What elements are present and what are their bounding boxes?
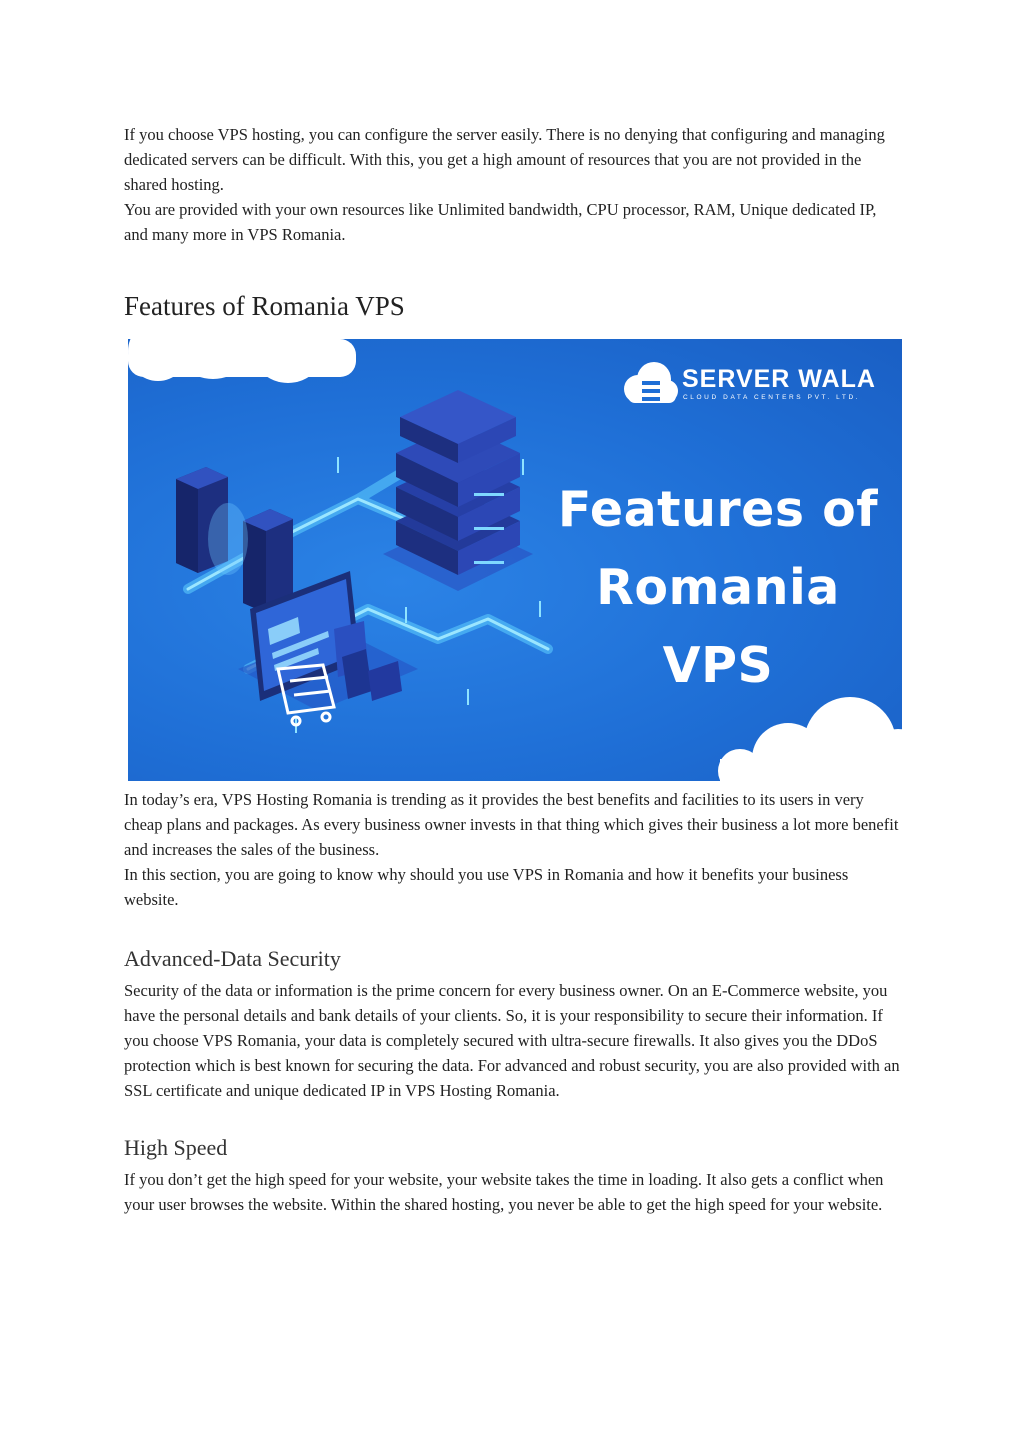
banner-title-line-1: Features of	[557, 481, 879, 538]
section-title-security: Advanced-Data Security	[124, 946, 341, 971]
server-stack-icon	[383, 390, 533, 591]
features-banner-image	[128, 339, 902, 781]
banner-title-line-2: Romania	[596, 559, 840, 616]
document-content	[124, 122, 904, 1217]
section-intro-paragraph-2: In this section, you are going to know why should you use VPS in Romania and how it benefits your business website.	[124, 865, 849, 909]
brand-name: SERVER WALA	[682, 365, 876, 393]
cloud-bottom-right-icon	[718, 697, 902, 781]
banner-title-line-3: VPS	[662, 637, 774, 694]
brand-tagline: CLOUD DATA CENTERS PVT. LTD.	[683, 394, 861, 401]
server-wala-logo	[620, 361, 876, 407]
cloud-top-left-icon	[128, 339, 356, 383]
section-title-speed: High Speed	[124, 1135, 228, 1160]
intro-paragraph-2: You are provided with your own resources like Unlimited bandwidth, CPU processor, RAM, Unique dedicated IP, and many more in VPS Romania.	[124, 200, 877, 244]
section-body-speed: If you don’t get the high speed for your website, your website takes the time in loading. It also gets a conflict when your user browses the website. Within the shared hosting, you never be able to get the high speed for your website.	[124, 1170, 884, 1214]
cloud-logo-icon	[620, 361, 680, 407]
page-heading: Features of Romania VPS	[124, 291, 405, 321]
section-body-security: Security of the data or information is the prime concern for every business owner. On an E-Commerce website, you have the personal details and bank details of your clients. So, it is your responsibility to secure their information. If you choose VPS Romania, your data is completely secured with ultra-secure firewalls. It also gives you the DDoS protection which is best known for securing the data. For advanced and robust security, you are also provided with an SSL certificate and unique dedicated IP in VPS Hosting Romania.	[124, 981, 900, 1100]
intro-paragraph-1: If you choose VPS hosting, you can configure the server easily. There is no denying that configuring and managing dedicated servers can be difficult. With this, you get a high amount of resources that you are not provided in the shared hosting.	[124, 125, 885, 194]
banner-title	[538, 471, 898, 705]
section-intro-paragraph-1: In today’s era, VPS Hosting Romania is trending as it provides the best benefits and facilities to its users in very cheap plans and packages. As every business owner invests in that thing which gives their business a lot more benefit and increases the sales of the business.	[124, 790, 899, 859]
